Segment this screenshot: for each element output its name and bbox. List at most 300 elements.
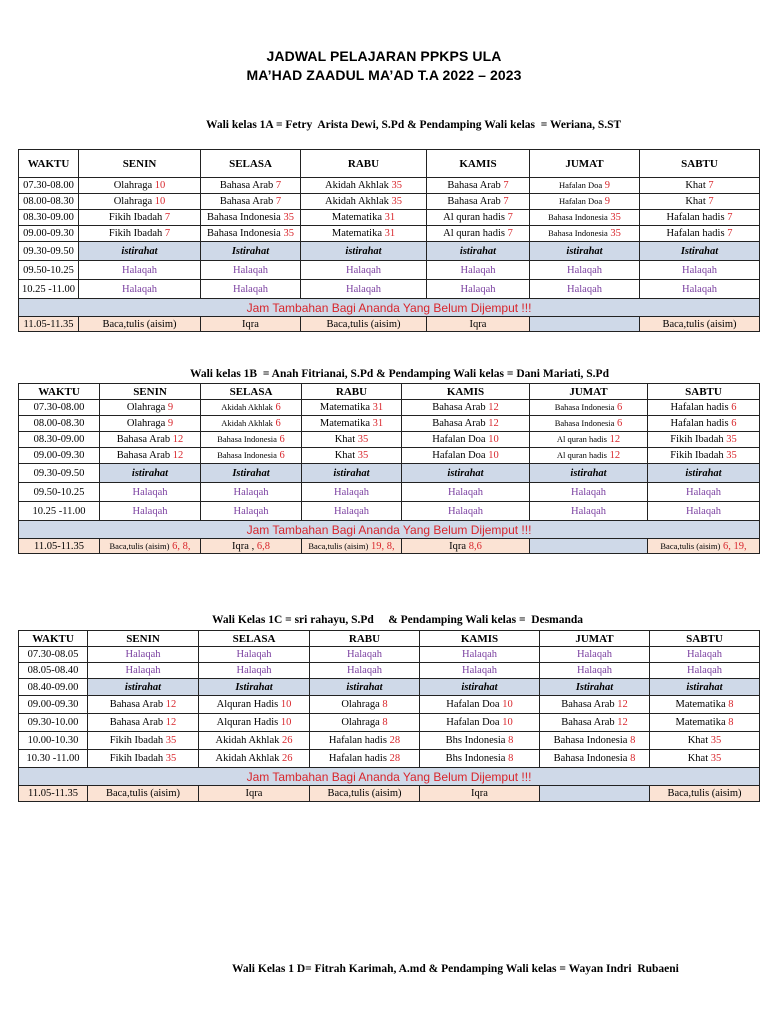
extra-hours-row [19,521,760,539]
break-cell: istirahat [648,464,760,483]
late-pickup-row [19,317,760,332]
subject-name: Olahraga [113,196,153,207]
break-cell: Istirahat [201,242,301,261]
halaqah-row [19,647,760,663]
lesson-cell [100,448,201,464]
late-pickup-cell: Baca,tulis (aisim) [301,317,427,332]
lesson-cell [201,448,302,464]
late-pickup-cell: Baca,tulis (aisim) [79,317,201,332]
teacher-number: 8 [630,753,636,764]
halaqah-cell: Halaqah [201,280,301,299]
lesson-cell [640,178,760,194]
subject-name: Matematika [319,418,371,429]
halaqah-cell: Halaqah [199,647,310,663]
late-pickup-cell: Baca,tulis (aisim) [88,786,199,802]
teacher-number: 26 [282,735,293,746]
time-cell: 07.30-08.00 [19,178,79,194]
subject-name: Hafalan Doa [558,180,603,190]
subject-name: Matematika [675,717,726,728]
break-cell: istirahat [301,242,427,261]
schedule-body-1c [19,631,760,802]
subject-name: Bahasa Arab [447,196,501,207]
time-cell: 09.50-10.25 [19,483,100,502]
subject-name: Fikih Ibadah [108,228,163,239]
lesson-cell [648,432,760,448]
wali-kelas-1a: Wali kelas 1A = Fetry Arista Dewi, S.Pd & Pendamping Wali kelas = Weriana, S.ST [206,119,622,131]
subject-name: Al quran hadis [443,228,505,239]
halaqah-row [19,483,760,502]
subject-name: Bahasa Arab [432,418,486,429]
teacher-number: 8 [508,735,514,746]
schedule-table-1c [18,630,760,802]
lesson-cell [530,400,648,416]
subject-name: Bahasa Arab [447,180,501,191]
lesson-row [19,448,760,464]
lesson-cell [310,750,420,768]
teacher-number: 6, 19, [722,540,747,552]
document-title-line1: JADWAL PELAJARAN PPKPS ULA [266,48,502,64]
extra-hours-row [19,768,760,786]
time-cell: 08.00-08.30 [19,194,79,210]
subject-name: Akidah Akhlak [325,196,389,207]
schedule-table-1b [18,383,760,554]
header-waktu: WAKTU [19,384,100,400]
halaqah-cell: Halaqah [201,261,301,280]
lesson-cell [199,750,310,768]
subject-name: Akidah Akhlak [215,735,280,746]
teacher-number: 8,6 [468,540,482,552]
halaqah-cell: Halaqah [530,261,640,280]
header-rabu: RABU [301,150,427,178]
time-cell: 10.25 -11.00 [19,280,79,299]
header-senin: SENIN [100,384,201,400]
time-cell: 07.30-08.05 [19,647,88,663]
subject-name: Hafalan Doa [446,717,500,728]
header-senin: SENIN [88,631,199,647]
lesson-cell [650,750,760,768]
teacher-number: 35 [357,434,369,445]
subject-name: Matematika [331,212,383,223]
teacher-number: 31 [372,402,384,413]
teacher-number: 12 [165,717,177,728]
break-cell: istirahat [427,242,530,261]
subject-name: Bahasa Indonesia [217,434,277,444]
lesson-cell [640,210,760,226]
subject-name: Bahasa Indonesia [554,402,615,412]
teacher-number: 6 [275,418,281,429]
lesson-cell [648,400,760,416]
lesson-cell [302,416,402,432]
teacher-number: 6, 8, [172,540,191,552]
subject-name: Fikih Ibadah [109,753,164,764]
subject-name: Bahasa Arab [219,196,274,207]
teacher-number: 9 [167,418,174,429]
time-cell: 09.30-10.00 [19,714,88,732]
break-row [19,242,760,261]
lesson-cell [420,696,540,714]
halaqah-cell: Halaqah [650,647,760,663]
time-cell: 07.30-08.00 [19,400,100,416]
lesson-cell [100,400,201,416]
header-jumat: JUMAT [540,631,650,647]
subject-name: Baca,tulis (aisim) [109,540,170,551]
halaqah-cell: Halaqah [302,483,402,502]
lesson-cell [427,194,530,210]
late-pickup-cell [402,539,530,554]
lesson-cell [530,448,648,464]
teacher-number: 12 [488,402,499,413]
time-cell: 10.00-10.30 [19,732,88,750]
halaqah-cell: Halaqah [88,663,199,679]
lesson-row [19,696,760,714]
time-cell: 08.30-09.00 [19,432,100,448]
time-cell: 08.05-08.40 [19,663,88,679]
subject-name: Akidah Akhlak [221,418,273,428]
teacher-number: 9 [604,196,611,207]
header-sabtu: SABTU [640,150,760,178]
break-cell: istirahat [310,679,420,696]
subject-name: Akidah Akhlak [221,402,273,412]
teacher-number: 35 [165,735,177,746]
lesson-cell [530,210,640,226]
lesson-cell [402,432,530,448]
teacher-number: 35 [610,228,621,239]
time-cell: 09.30-09.50 [19,242,79,261]
lesson-cell [402,416,530,432]
teacher-number: 10 [502,717,513,728]
lesson-cell [530,194,640,210]
teacher-number: 35 [726,434,737,445]
teacher-number: 12 [617,717,628,728]
teacher-number: 12 [617,699,628,710]
subject-name: Al quran hadis [556,450,607,460]
header-kamis: KAMIS [427,150,530,178]
wali-kelas-1c: Wali Kelas 1C = sri rahayu, S.Pd & Pendamping Wali kelas = Desmanda [212,614,584,626]
subject-name: Bahasa Indonesia [553,753,628,764]
halaqah-cell: Halaqah [427,261,530,280]
teacher-number: 7 [503,196,509,207]
teacher-number: 7 [727,212,733,223]
header-waktu: WAKTU [19,631,88,647]
halaqah-cell: Halaqah [302,502,402,521]
teacher-number: 6,8 [256,540,270,552]
late-pickup-cell [530,317,640,332]
subject-name: Bahasa Arab [116,434,171,445]
halaqah-cell: Halaqah [79,280,201,299]
lesson-cell [530,432,648,448]
late-pickup-cell: Baca,tulis (aisim) [310,786,420,802]
late-pickup-cell: Baca,tulis (aisim) [650,786,760,802]
teacher-number: 6 [617,402,623,413]
subject-name: Hafalan Doa [432,450,486,461]
lesson-cell [650,732,760,750]
teacher-number: 12 [165,699,177,710]
lesson-cell [88,696,199,714]
lesson-cell [201,210,301,226]
teacher-number: 12 [172,434,184,445]
lesson-row [19,226,760,242]
halaqah-cell: Halaqah [201,502,302,521]
lesson-cell [650,696,760,714]
teacher-number: 35 [357,450,369,461]
break-cell: Istirahat [201,464,302,483]
lesson-cell [79,178,201,194]
header-row [19,150,760,178]
schedule-body-1a [19,150,760,332]
lesson-cell [640,194,760,210]
teacher-number: 35 [391,196,402,207]
wali-kelas-1b: Wali kelas 1B = Anah Fitrianai, S.Pd & Pendamping Wali kelas = Dani Mariati, S.Pd [190,368,609,380]
teacher-number: 35 [283,228,294,239]
lesson-cell [427,226,530,242]
lesson-cell [201,194,301,210]
late-pickup-row [19,539,760,554]
lesson-row [19,432,760,448]
break-cell: istirahat [302,464,402,483]
lesson-cell [310,732,420,750]
subject-name: Akidah Akhlak [325,180,389,191]
teacher-number: 8 [382,717,388,728]
subject-name: Fikih Ibadah [108,212,163,223]
teacher-number: 10 [280,717,292,728]
subject-name: Hafalan hadis [328,753,387,764]
halaqah-cell: Halaqah [530,502,648,521]
lesson-row [19,178,760,194]
teacher-number: 10 [154,180,166,191]
teacher-number: 8 [630,735,636,746]
lesson-cell [420,714,540,732]
lesson-cell [402,448,530,464]
halaqah-cell: Halaqah [301,261,427,280]
halaqah-cell: Halaqah [427,280,530,299]
subject-name: Hafalan Doa [558,196,603,206]
lesson-cell [100,432,201,448]
break-cell: istirahat [88,679,199,696]
halaqah-cell: Halaqah [540,663,650,679]
lesson-cell [310,714,420,732]
subject-name: Matematika [319,402,371,413]
teacher-number: 7 [275,180,282,191]
halaqah-cell: Halaqah [79,261,201,280]
late-pickup-cell [530,539,648,554]
subject-name: Hafalan hadis [670,402,729,413]
subject-name: Bahasa Arab [561,717,615,728]
teacher-number: 12 [609,450,621,461]
subject-name: Olahraga [341,699,380,710]
teacher-number: 6 [731,418,737,429]
break-cell: istirahat [650,679,760,696]
halaqah-cell: Halaqah [648,502,760,521]
halaqah-cell: Halaqah [650,663,760,679]
lesson-cell [199,714,310,732]
subject-name: Bahasa Indonesia [548,212,608,222]
lesson-cell [427,178,530,194]
header-row [19,384,760,400]
teacher-number: 6 [279,450,285,461]
teacher-number: 7 [275,196,282,207]
lesson-cell [201,400,302,416]
document-title-line2: MA’HAD ZAADUL MA’AD T.A 2022 – 2023 [246,67,522,83]
late-pickup-cell: Iqra [199,786,310,802]
subject-name: Bahasa Indonesia [554,418,615,428]
break-cell: istirahat [79,242,201,261]
halaqah-cell: Halaqah [420,647,540,663]
break-cell: Istirahat [540,679,650,696]
subject-name: Fikih Ibadah [109,735,164,746]
halaqah-cell: Halaqah [310,663,420,679]
subject-name: Bahasa Indonesia [553,735,628,746]
lesson-cell [301,194,427,210]
teacher-number: 35 [610,212,621,223]
subject-name: Fikih Ibadah [670,434,724,445]
teacher-number: 10 [154,196,166,207]
header-selasa: SELASA [201,384,302,400]
halaqah-cell: Halaqah [100,502,201,521]
halaqah-row [19,502,760,521]
lesson-cell [201,416,302,432]
teacher-number: 35 [726,450,737,461]
late-pickup-cell: Baca,tulis (aisim) [640,317,760,332]
subject-name: Alquran Hadis [216,699,279,710]
time-cell: 09.00-09.30 [19,448,100,464]
subject-name: Khat [687,753,709,764]
teacher-number: 8 [382,699,388,710]
header-kamis: KAMIS [402,384,530,400]
header-waktu: WAKTU [19,150,79,178]
header-jumat: JUMAT [530,384,648,400]
lesson-row [19,194,760,210]
lesson-cell [301,210,427,226]
teacher-number: 19, 8, [370,540,395,552]
subject-name: Bahasa Indonesia [217,450,277,460]
teacher-number: 10 [502,699,513,710]
late-pickup-cell: Iqra [427,317,530,332]
subject-name: Hafalan hadis [666,212,725,223]
teacher-number: 35 [283,212,294,223]
teacher-number: 31 [384,212,396,223]
halaqah-cell: Halaqah [402,483,530,502]
subject-name: Olahraga [126,402,166,413]
break-cell: Istirahat [199,679,310,696]
teacher-number: 8 [508,753,514,764]
break-cell: istirahat [420,679,540,696]
lesson-cell [420,750,540,768]
lesson-cell [301,226,427,242]
subject-name: Matematika [675,699,726,710]
break-cell: istirahat [530,464,648,483]
lesson-row [19,210,760,226]
subject-name: Akidah Akhlak [215,753,280,764]
late-pickup-cell: Iqra [201,317,301,332]
lesson-cell [201,178,301,194]
teacher-number: 10 [280,699,292,710]
subject-name: Al quran hadis [443,212,505,223]
halaqah-cell: Halaqah [100,483,201,502]
halaqah-row [19,261,760,280]
teacher-number: 35 [710,735,722,746]
subject-name: Bahasa Arab [219,180,274,191]
lesson-cell [420,732,540,750]
lesson-cell [530,416,648,432]
teacher-number: 12 [172,450,184,461]
halaqah-cell: Halaqah [310,647,420,663]
subject-name: Al quran hadis [556,434,607,444]
extra-hours-note: Jam Tambahan Bagi Ananda Yang Belum Dijemput !!! [19,768,760,786]
subject-name: Olahraga [113,180,153,191]
teacher-number: 8 [728,699,734,710]
halaqah-cell: Halaqah [420,663,540,679]
teacher-number: 7 [507,228,513,239]
lesson-row [19,732,760,750]
late-pickup-cell [201,539,302,554]
subject-name: Bahasa Arab [116,450,171,461]
halaqah-cell: Halaqah [640,280,760,299]
lesson-cell [648,448,760,464]
lesson-cell [310,696,420,714]
halaqah-row [19,280,760,299]
subject-name: Bahasa Indonesia [207,228,281,239]
extra-hours-row [19,299,760,317]
header-selasa: SELASA [201,150,301,178]
time-cell: 09.30-09.50 [19,464,100,483]
subject-name: Hafalan hadis [670,418,729,429]
extra-hours-note: Jam Tambahan Bagi Ananda Yang Belum Dijemput !!! [19,299,760,317]
time-cell: 08.00-08.30 [19,416,100,432]
lesson-cell [79,210,201,226]
halaqah-cell: Halaqah [402,502,530,521]
teacher-number: 35 [165,753,177,764]
lesson-cell [88,714,199,732]
teacher-number: 35 [391,180,402,191]
subject-name: Baca,tulis (aisim) [308,540,369,551]
halaqah-row [19,663,760,679]
halaqah-cell: Halaqah [530,280,640,299]
lesson-cell [88,750,199,768]
teacher-number: 8 [728,717,734,728]
header-rabu: RABU [310,631,420,647]
lesson-cell [201,226,301,242]
subject-name: Bahasa Arab [109,717,164,728]
halaqah-cell: Halaqah [201,483,302,502]
time-cell: 11.05-11.35 [19,317,79,332]
lesson-cell [199,696,310,714]
time-cell: 11.05-11.35 [19,786,88,802]
late-pickup-cell [302,539,402,554]
time-cell: 10.25 -11.00 [19,502,100,521]
subject-name: Hafalan Doa [446,699,500,710]
header-sabtu: SABTU [648,384,760,400]
late-pickup-cell [648,539,760,554]
lesson-cell [540,750,650,768]
break-cell: istirahat [402,464,530,483]
lesson-cell [650,714,760,732]
teacher-number: 10 [488,450,499,461]
header-selasa: SELASA [199,631,310,647]
teacher-number: 12 [488,418,499,429]
lesson-cell [648,416,760,432]
teacher-number: 6 [279,434,285,445]
subject-name: Fikih Ibadah [670,450,724,461]
lesson-cell [540,696,650,714]
halaqah-cell: Halaqah [648,483,760,502]
lesson-row [19,750,760,768]
teacher-number: 28 [389,753,401,764]
subject-name: Khat [334,434,356,445]
lesson-cell [540,732,650,750]
teacher-number: 35 [710,753,722,764]
lesson-cell [302,400,402,416]
teacher-number: 28 [389,735,401,746]
